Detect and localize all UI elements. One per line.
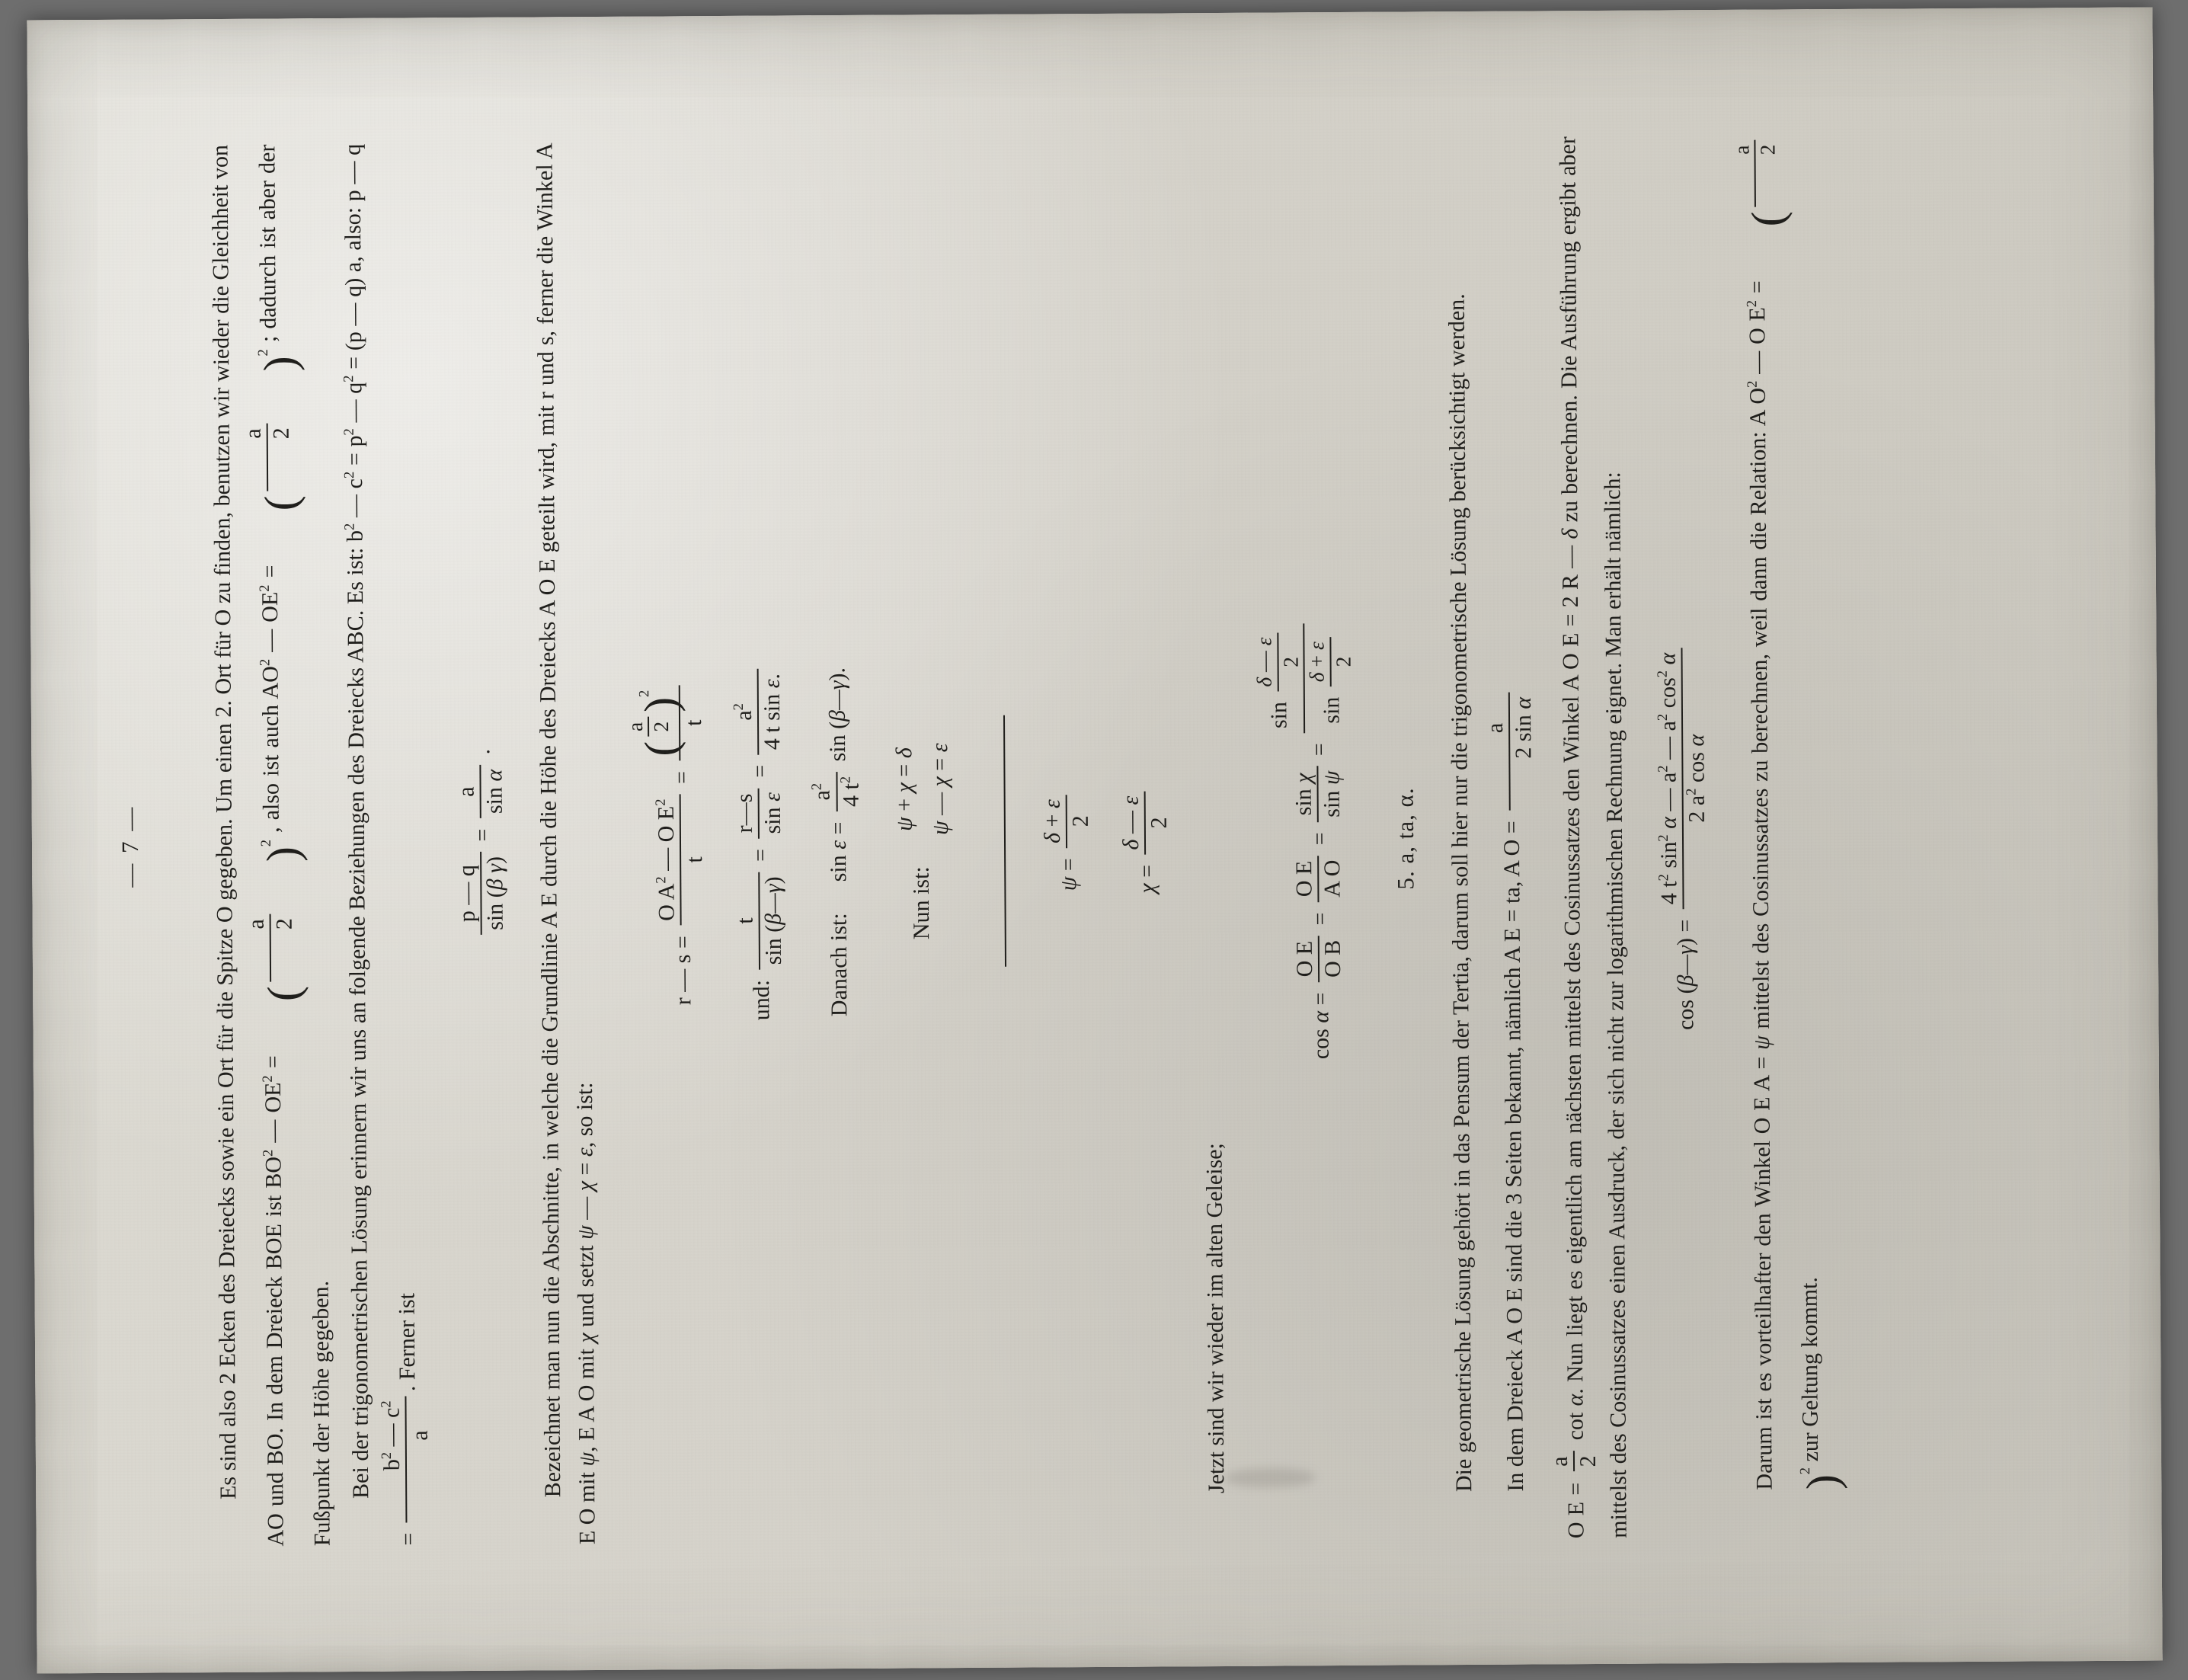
- equation-1: p — q sin (β γ) = a sin α .: [449, 143, 513, 1545]
- fraction-oe-over-ao: O E A O: [1291, 856, 1346, 903]
- page-folio: — 7 —: [116, 805, 144, 888]
- fraction-rs-over-sin-eps: r—s sin ε: [731, 788, 786, 839]
- equation-9: cos (β—γ) = 4 $t^2$ $\sin^2 \alpha$ — $a^2$ — $a^2$ $\cos^2 \alpha$ 2 $a^2$ cos α: [1651, 136, 1715, 1538]
- fraction-a-over-2sinalpha: a 2 sin α: [1482, 693, 1538, 811]
- equation-7: cos α = O E O B = O E A O = sin χ sin ψ = sin δ — ε 2 sin δ + ε 2: [1249, 138, 1361, 1541]
- paragraph-5-text: Die geometrische Lösung gehört in das Pensum der Tertia, darum soll hier nur die trigonometrische Lösung berücksichtigt werden.: [1444, 293, 1477, 1493]
- paragraph-3: [527, 142, 605, 1545]
- text-column: [107, 135, 1845, 1547]
- paragraph-6-text: In dem Dreieck A O E sind die 3 Seiten bekannt, nämlich A E = ta, A O =: [1499, 821, 1528, 1492]
- rotated-text-block: [53, 19, 2135, 1662]
- fraction-a2-over-4t2: $a^2$ 4 $t^2$: [809, 772, 865, 812]
- paragraph-8: Darum ist es vorteilhafter den Winkel O E A = ψ mittelst des Cosinussatzes zu berechnen, weil dann die Relation: A $O^2$ — O $E^2$ = ( a 2 )$^2$ zur Geltung kommt.: [1729, 135, 1841, 1538]
- scanned-page: [27, 7, 2162, 1673]
- fraction-oe-over-ob: O E O B: [1291, 936, 1347, 983]
- fraction-delta-plus-eps-over-2: δ + ε 2: [1038, 795, 1094, 848]
- fraction-a-over-2-3: a 2: [1547, 1451, 1602, 1471]
- equation-6c: χ = δ — ε 2: [1113, 139, 1177, 1541]
- paragraph-2: Bei der trigonometrischen Lösung erinnern wir uns an folgende Beziehungen des Dreiecks ABC. Es ist: $b^2$ — $c^2 = p^2$ — $q^2 = (p$ — q) a, also: p — q = $b^2$ — $c^2$ a . Ferner ist: [336, 143, 435, 1546]
- section-heading: 5. a, ta, α.: [1391, 787, 1419, 890]
- equation-5: Nun ist: ψ + χ = δ ψ — χ = ε: [884, 140, 963, 1543]
- fraction-a-over-2-2: a 2: [239, 423, 295, 491]
- paragraph-7: O E = a 2 cot α. Nun liegt es eigentlich am nächsten mittelst des Cosinussatzes den Winkel A O E = 2 R — δ zu berechnen. Die Ausführung ergibt aber mittelst des Cosinussatzes einen Ausdruck, der sich nicht zur logarithmischen Rechnung eignet. Man erhält nämlich:: [1547, 136, 1633, 1539]
- equation-3: und: t sin (β—γ) = r—s sin ε = $a^2$ 4 t sin ε.: [727, 141, 791, 1543]
- fraction-oa2-oe2-over-t: O $A^2$ — O $E^2$ t: [653, 794, 709, 926]
- equation-4: Danach ist: sin ε = $a^2$ 4 $t^2$ sin (β—γ).: [808, 667, 864, 1017]
- fraction-delta-minus-eps-over-2: δ — ε 2: [1117, 791, 1172, 854]
- equation-6: [977, 140, 1021, 1542]
- paren-close-2: ): [254, 356, 305, 372]
- fraction-sinchi-over-sinpsi: sin χ sin ψ: [1290, 766, 1345, 822]
- paren-open-1: (: [258, 985, 309, 1002]
- fraction-t-over-sin-bg: t sin (β—γ): [731, 872, 788, 969]
- paragraph-5: [1439, 137, 1483, 1539]
- paren-open-2: (: [254, 495, 306, 511]
- equation-6b: ψ = δ + ε 2: [1035, 139, 1099, 1541]
- fraction-nested-sin: sin δ — ε 2 sin δ + ε 2: [1252, 623, 1356, 733]
- fraction-b2-c2-over-a: $b^2$ — $c^2$ a: [378, 1396, 434, 1522]
- fraction-a-over-2-1: a 2: [242, 914, 298, 981]
- equation-2: r — s = O $A^2$ — O $E^2$ t = ( a 2 )$^2$ t: [619, 142, 712, 1544]
- paragraph-8-text: Darum ist es vorteilhafter den Winkel O E A = ψ mittelst des Cosinussatzes zu berechnen, weil dann die Relation:: [1745, 431, 1777, 1490]
- paragraph-6: [1478, 136, 1542, 1538]
- horizontal-rule: [1003, 715, 1006, 967]
- fraction-a2-over-t: ( a 2 )$^2$ t: [622, 685, 708, 761]
- paragraph-1-text: Es sind also 2 Ecken des Dreiecks sowie ein Ort für die Spitze O gegeben. Um einen 2. Ort für O zu finden, benutzen wir wieder die Gleichheit von AO und BO. In dem Dreieck BOE ist $BO^2$ — $OE^2$ =: [207, 144, 289, 1547]
- paragraph-1: Es sind also 2 Ecken des Dreiecks sowie ein Ort für die Spitze O gegeben. Um einen 2. Ort für O zu finden, benutzen wir wieder die Gleichheit von AO und BO. In dem Dreieck BOE ist $BO^2$ — $OE^2$ = ( a 2 )$^2$ , also ist auch $AO^2$ — $OE^2$ = ( a 2 )$^2$ ; dadurch ist aber der Fußpunkt der Höhe gegeben.: [207, 144, 335, 1547]
- paragraph-2-text: Bei der trigonometrischen Lösung erinnern wir uns an folgende Beziehungen des Dreiecks ABC. Es ist: $b^2$ — $c^2 = p^2$ — $q^2 = (p$ — q) a, also: p — q =: [340, 143, 421, 1546]
- fraction-a-over-sin-alpha: a sin α: [453, 765, 508, 819]
- fraction-a2-over-4tsin: $a^2$ 4 t sin ε.: [730, 669, 785, 755]
- fraction-cos-beta-gamma: 4 $t^2$ $\sin^2 \alpha$ — $a^2$ — $a^2$ $\cos^2 \alpha$ 2 $a^2$ cos α: [1655, 648, 1712, 909]
- paragraph-4: [1192, 139, 1235, 1541]
- paragraph-3-text: Bezeichnet man nun die Abschnitte, in welche die Grundlinie A E durch die Höhe des Dreiecks A O E geteilt wird, mit r und s, ferner die Winkel A E O mit ψ, E A O mit χ und setzt ψ — χ = ε, so ist:: [531, 142, 600, 1545]
- paragraph-4-text: Jetzt sind wir wieder im alten Geleise;: [1201, 1143, 1230, 1494]
- fraction-p-q-over-sin: p — q sin (β γ): [453, 852, 509, 935]
- stack-psi-chi: ψ + χ = δ ψ — χ = ε: [891, 743, 953, 836]
- paren-close-1: ): [257, 846, 308, 862]
